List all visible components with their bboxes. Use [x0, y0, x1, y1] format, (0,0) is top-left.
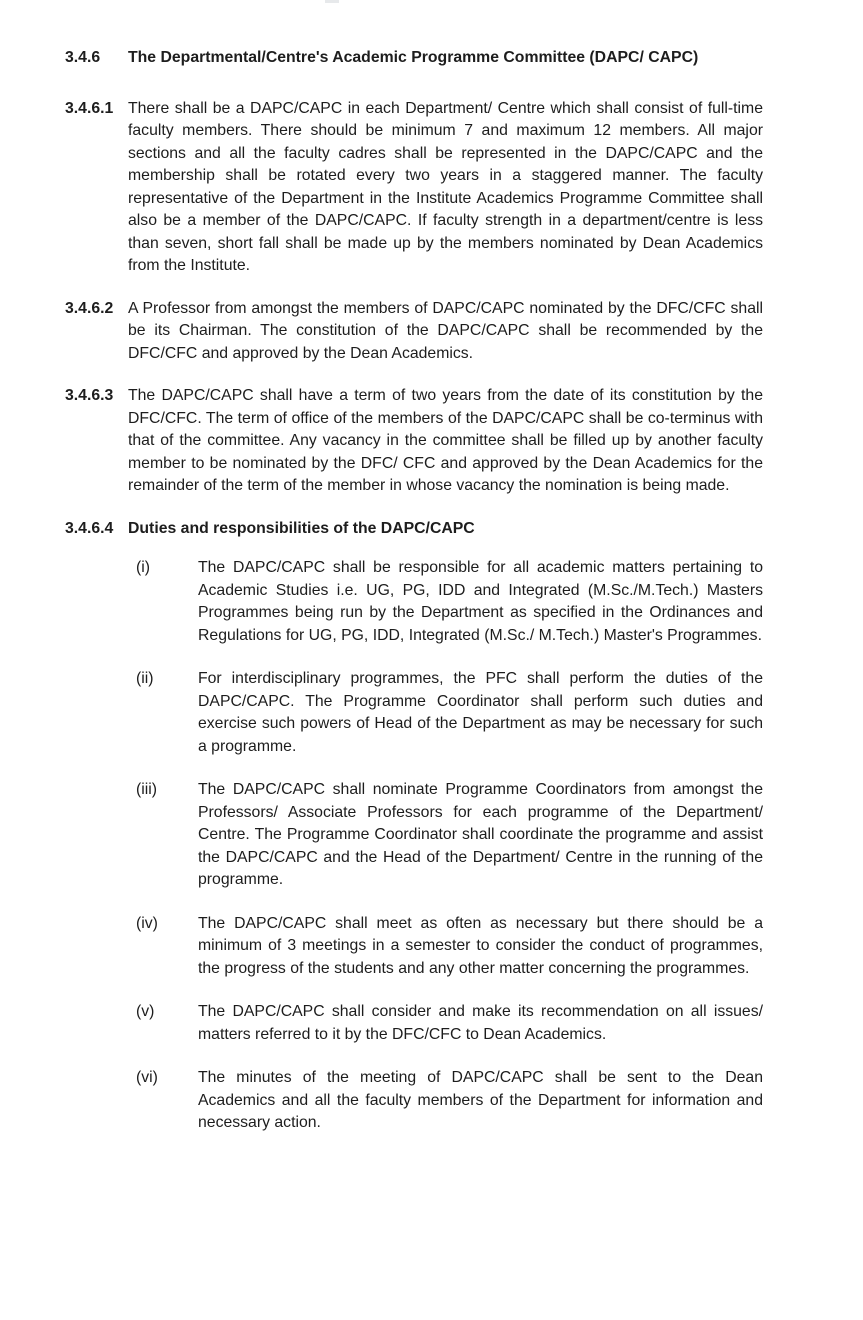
list-item-label: (v) — [136, 1003, 155, 1020]
list-item-text: For interdisciplinary programmes, the PFC shall perform the duties of the DAPC/CAPC. The Programme Coordinator shall perform such duties and exercise such powers of Head of the Department as may be necessary for such a programme. — [198, 670, 763, 755]
list-item-i — [136, 557, 763, 647]
clause-text: A Professor from amongst the members of DAPC/CAPC nominated by the DFC/CFC shall be its Chairman. The constitution of the DAPC/CAPC shall be recommended by the DFC/CFC and approved by the Dean Academics. — [128, 299, 763, 362]
clause-text: There shall be a DAPC/CAPC in each Department/ Centre which shall consist of full-time faculty members. There should be minimum 7 and maximum 12 members. All major sections and all the faculty cadres shall be represented in the DAPC/CAPC and the membership shall be rotated every two years in a staggered manner. The faculty representative of the Department in the Institute Academics Programme Committee shall also be a member of the DAPC/CAPC. If faculty strength in a department/centre is less than seven, short fall shall be made up by the members nominated by Dean Academics from the Institute. — [128, 99, 763, 274]
list-item-label: (vi) — [136, 1069, 158, 1086]
list-item-ii — [136, 668, 763, 758]
list-item-label: (ii) — [136, 670, 154, 687]
list-item-v — [136, 1001, 763, 1046]
list-item-label: (i) — [136, 559, 151, 576]
clause-number: 3.4.6.4 — [65, 519, 114, 537]
list-item-text: The DAPC/CAPC shall nominate Programme Coordinators from amongst the Professors/ Associate Professors for each programme of the Department/ Centre. The Programme Coordinator shall coordinate the programme and assist the DAPC/CAPC and the Head of the Department/ Centre in the running of the programme. — [198, 781, 763, 888]
list-item-vi — [136, 1067, 763, 1135]
list-item-text: The DAPC/CAPC shall be responsible for all academic matters pertaining to Academic Studies i.e. UG, PG, IDD and Integrated (M.Sc./M.Tech.) Masters Programmes being run by the Department as specified in the Ordinances and Regulations for UG, PG, IDD, Integrated (M.Sc./ M.Tech.) Master's Programmes. — [198, 559, 763, 644]
list-item-text: The DAPC/CAPC shall meet as often as necessary but there should be a minimum of 3 meetings in a semester to consider the conduct of programmes, the progress of the students and any other matter concerning the programmes. — [198, 914, 763, 977]
list-item-text: The DAPC/CAPC shall consider and make its recommendation on all issues/ matters referred to it by the DFC/CFC to Dean Academics. — [198, 1003, 763, 1043]
clause-3-4-6-1 — [65, 98, 763, 278]
list-item-iv — [136, 913, 763, 981]
clause-number: 3.4.6.3 — [65, 387, 114, 404]
section-number: 3.4.6 — [65, 49, 101, 66]
list-item-label: (iv) — [136, 914, 158, 932]
clause-3-4-6-4-heading — [65, 518, 763, 541]
clause-title: Duties and responsibilities of the DAPC/CAPC — [128, 519, 475, 537]
clause-number: 3.4.6.1 — [65, 99, 114, 117]
clause-3-4-6-2 — [65, 298, 763, 366]
section-heading — [65, 47, 763, 70]
clause-text: The DAPC/CAPC shall have a term of two years from the date of its constitution by the DFC/CFC. The term of office of the members of the DAPC/CAPC shall be co-terminus with that of the committee. Any vacancy in the committee shall be filled up by another faculty member to be nominated by the DFC/ CFC and approved by the Dean Academics for the remainder of the term of the member in whose vacancy the nomination is being made. — [128, 387, 763, 494]
page-content — [65, 47, 763, 1135]
list-item-iii — [136, 779, 763, 892]
clause-number: 3.4.6.2 — [65, 299, 114, 317]
page-top-artifact — [325, 0, 339, 3]
list-item-label: (iii) — [136, 781, 158, 798]
duties-list — [136, 557, 763, 1135]
list-item-text: The minutes of the meeting of DAPC/CAPC shall be sent to the Dean Academics and all the faculty members of the Department for information and necessary action. — [198, 1069, 763, 1131]
section-title: The Departmental/Centre's Academic Programme Committee (DAPC/ CAPC) — [128, 49, 699, 66]
clause-3-4-6-3 — [65, 385, 763, 498]
